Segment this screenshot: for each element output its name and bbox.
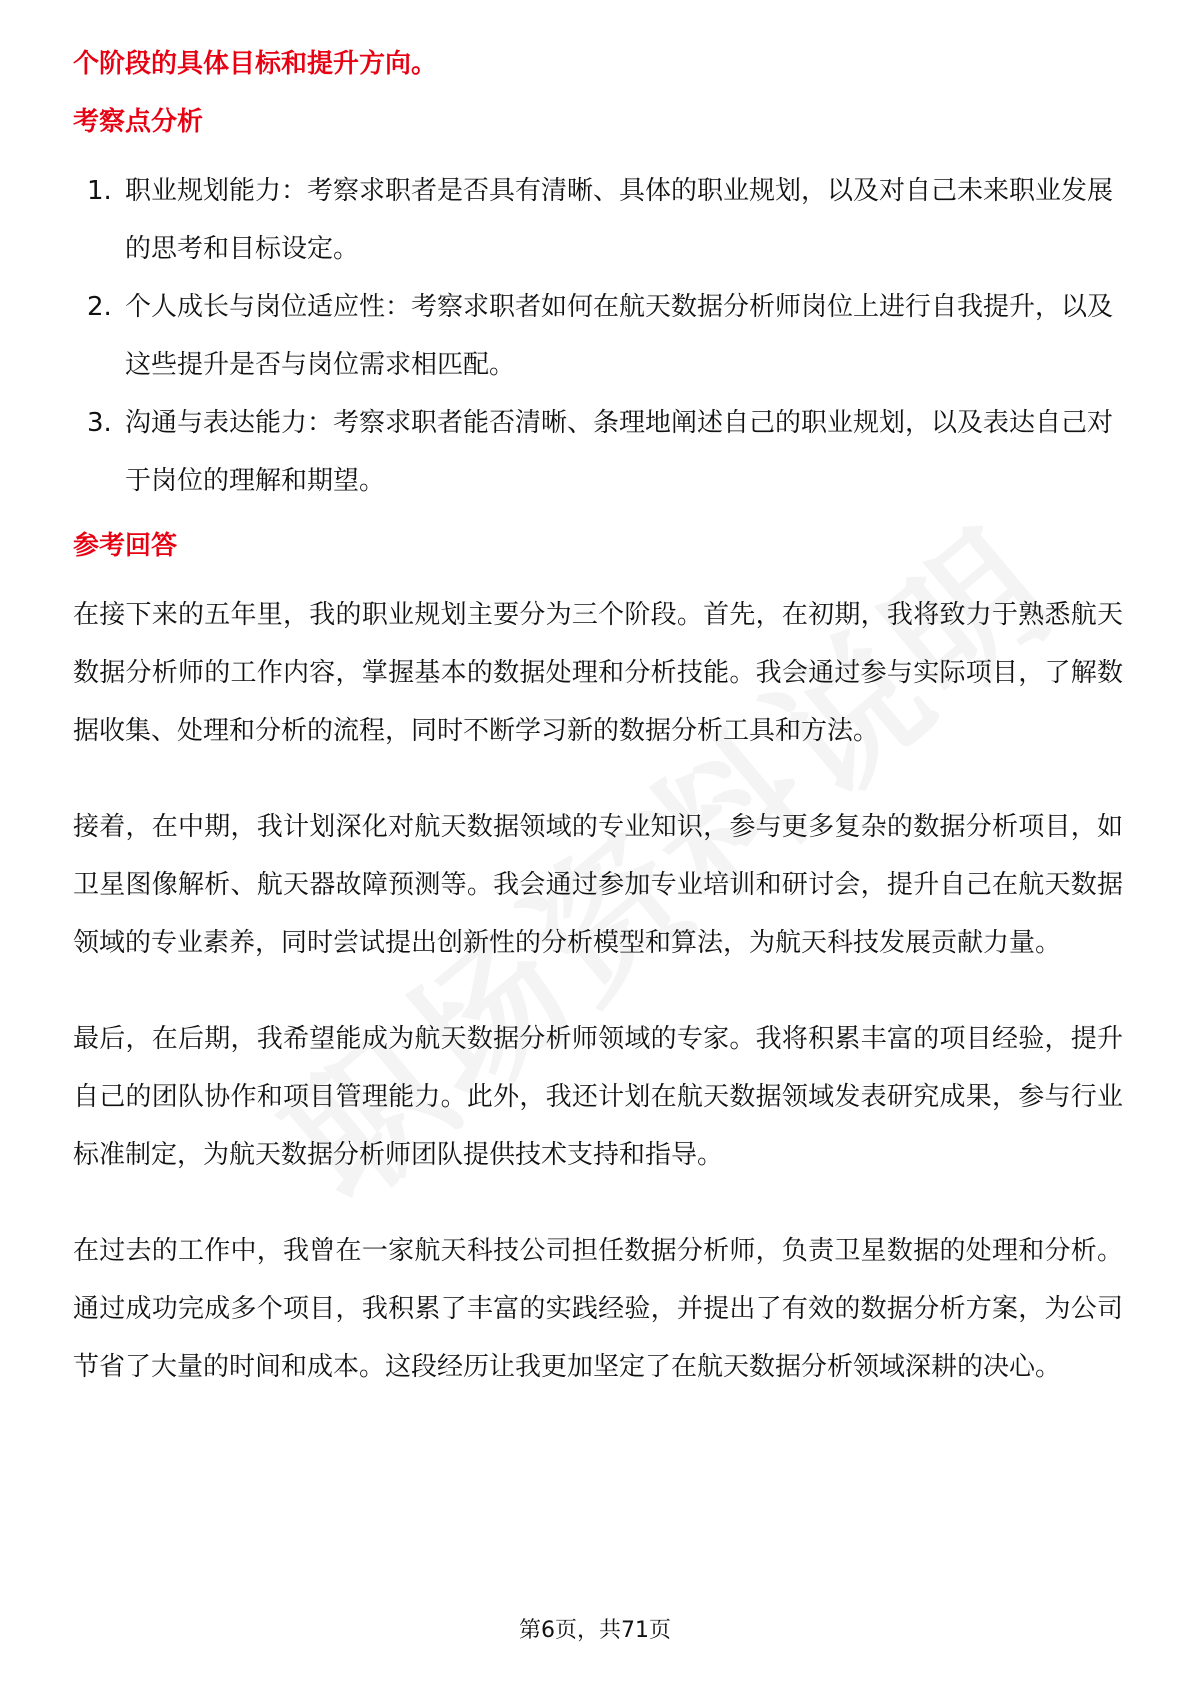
- answer-paragraph: 在过去的工作中，我曾在一家航天科技公司担任数据分析师，负责卫星数据的处理和分析。通过成功完成多个项目，我积累了丰富的实践经验，并提出了有效的数据分析方案，为公司节省了大量的时间和成本。这段经历让我更加坚定了在航天数据分析领域深耕的决心。: [73, 1236, 1123, 1382]
- answer-body: [73, 586, 1123, 1396]
- list-item-number: 2.: [87, 292, 112, 322]
- page-content: [73, 44, 1123, 1434]
- answer-paragraph: 接着，在中期，我计划深化对航天数据领域的专业知识，参与更多复杂的数据分析项目，如卫星图像解析、航天器故障预测等。我会通过参加专业培训和研讨会，提升自己在航天数据领域的专业素养，同时尝试提出创新性的分析模型和算法，为航天科技发展贡献力量。: [73, 812, 1123, 958]
- list-item: [73, 394, 1123, 510]
- list-item-number: 1.: [87, 176, 112, 206]
- analysis-list: [73, 162, 1123, 510]
- list-item-text: 个人成长与岗位适应性：考察求职者如何在航天数据分析师岗位上进行自我提升，以及这些提升是否与岗位需求相匹配。: [125, 292, 1114, 380]
- list-item-text: 沟通与表达能力：考察求职者能否清晰、条理地阐述自己的职业规划，以及表达自己对于岗位的理解和期望。: [125, 408, 1114, 496]
- page-number: 第6页，共71页: [519, 1618, 671, 1643]
- analysis-heading: 考察点分析: [73, 107, 204, 137]
- list-item: [73, 162, 1123, 278]
- answer-heading: 参考回答: [73, 531, 178, 561]
- answer-paragraph: 在接下来的五年里，我的职业规划主要分为三个阶段。首先，在初期，我将致力于熟悉航天数据分析师的工作内容，掌握基本的数据处理和分析技能。我会通过参与实际项目，了解数据收集、处理和分析的流程，同时不断学习新的数据分析工具和方法。: [73, 600, 1123, 746]
- answer-paragraph: 最后，在后期，我希望能成为航天数据分析师领域的专家。我将积累丰富的项目经验，提升自己的团队协作和项目管理能力。此外，我还计划在航天数据领域发表研究成果，参与行业标准制定，为航天数据分析师团队提供技术支持和指导。: [73, 1024, 1123, 1170]
- list-item: [73, 278, 1123, 394]
- list-item-text: 职业规划能力：考察求职者是否具有清晰、具体的职业规划，以及对自己未来职业发展的思考和目标设定。: [125, 176, 1114, 264]
- question-continuation: 个阶段的具体目标和提升方向。: [73, 49, 438, 79]
- list-item-number: 3.: [87, 408, 112, 438]
